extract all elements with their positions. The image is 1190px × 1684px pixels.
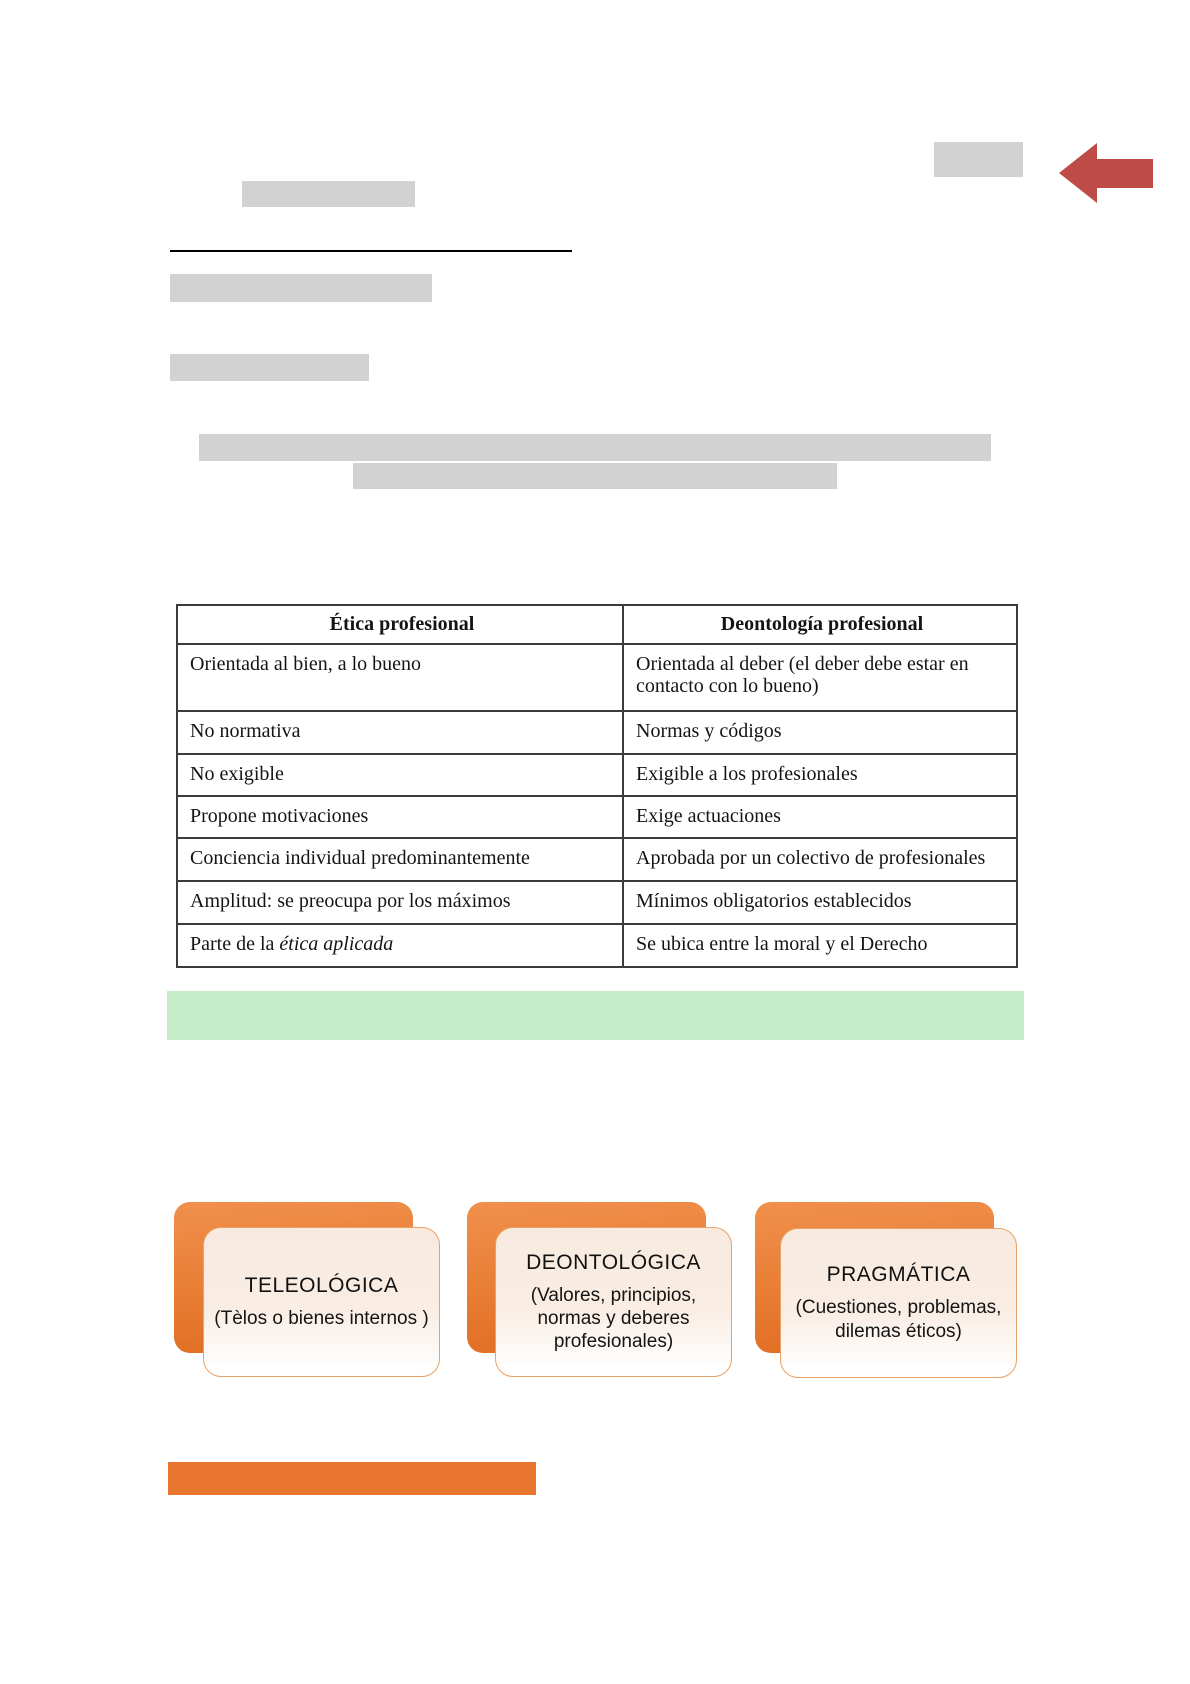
table-row [177,796,1017,838]
table-cell: Exige actuaciones [623,796,1017,838]
arrow-shaft [1097,159,1153,188]
table-cell [177,924,623,967]
table-cell: No normativa [177,711,623,754]
card-subtitle: (Valores, principios, normas y deberes profesionales) [530,1284,697,1353]
table-row [177,711,1017,754]
card-title: TELEOLÓGICA [244,1273,399,1297]
table-header-cell: Ética profesional [177,605,623,644]
cell-text-italic: ética aplicada [279,933,394,955]
cell-text: Parte de la [190,933,280,955]
table-row [177,754,1017,796]
card-title: PRAGMÁTICA [826,1263,971,1287]
table-row [177,924,1017,967]
comparison-table [176,604,1018,968]
table-cell: Orientada al deber (el deber debe estar en contacto con lo bueno) [623,644,1017,711]
table-cell: Mínimos obligatorios establecidos [623,881,1017,924]
redacted-text-block [170,274,432,302]
card-subtitle: (Tèlos o bienes internos ) [214,1307,429,1329]
card-front-panel [780,1228,1017,1378]
table-cell: No exigible [177,754,623,796]
redacted-text-block [934,142,1023,177]
table-row [177,644,1017,711]
table-header-cell: Deontología profesional [623,605,1017,644]
table-cell: Exigible a los profesionales [623,754,1017,796]
table-row [177,838,1017,881]
table-cell: Amplitud: se preocupa por los máximos [177,881,623,924]
card-subtitle: (Cuestiones, problemas, dilemas éticos) [795,1297,1002,1342]
table-cell: Propone motivaciones [177,796,623,838]
red-arrow-icon [1059,143,1153,203]
table-cell: Conciencia individual predominantemente [177,838,623,881]
table-cell: Orientada al bien, a lo bueno [177,644,623,711]
section-heading-bar [168,1462,536,1495]
redacted-text-block [170,354,369,381]
redacted-text-block [242,181,415,207]
card-front-panel [203,1227,440,1377]
card-title: DEONTOLÓGICA [526,1250,701,1274]
table-cell: Normas y códigos [623,711,1017,754]
heading-underline [170,250,572,252]
table-header-row [177,605,1017,644]
redacted-text-block [199,434,991,461]
highlighted-text-bar [167,991,1024,1040]
card-front-panel [495,1227,732,1377]
arrow-head [1059,143,1097,203]
redacted-text-block [353,463,837,489]
table-cell: Se ubica entre la moral y el Derecho [623,924,1017,967]
table-cell: Aprobada por un colectivo de profesionales [623,838,1017,881]
table-row [177,881,1017,924]
